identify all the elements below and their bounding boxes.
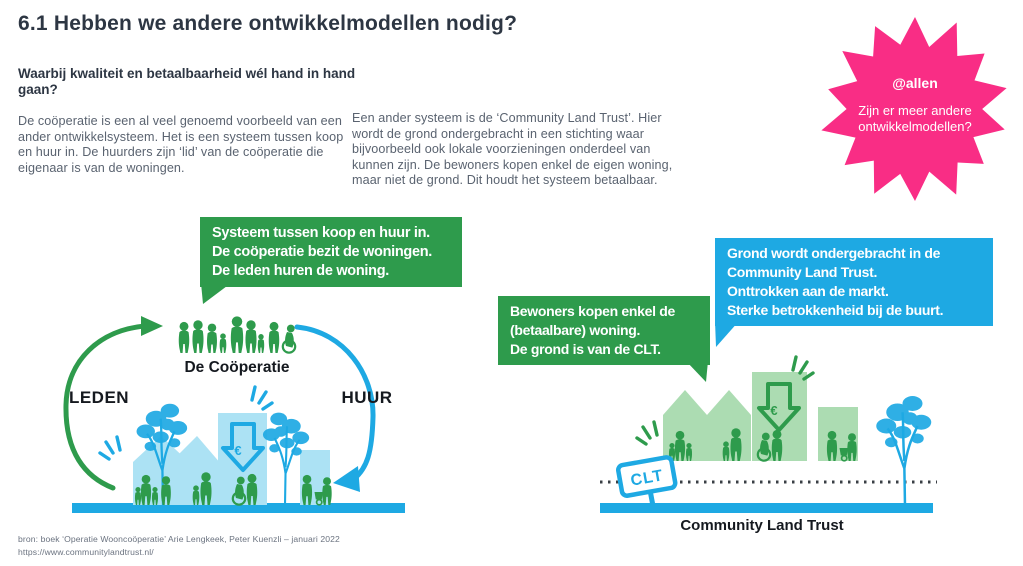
coop-speech-bubble	[200, 217, 462, 287]
sparkle-icon	[252, 387, 272, 409]
subtitle: Waarbij kwaliteit en betaalbaarheid wél hand in hand gaan?	[18, 66, 356, 97]
bubble-line: Community Land Trust.	[727, 264, 878, 280]
bubble-line: De grond is van de CLT.	[510, 341, 661, 357]
clt-green-bubble-tail	[686, 361, 710, 383]
intro-cooperative-paragraph: De coöperatie is een al veel genoemd voorbeeld van een ander ontwikkelsysteem. Het is een systeem tussen koop en huur in. De huurders zijn ‘lid’ van de coöperatie die eigenaar is van de woningen.	[18, 114, 344, 175]
bubble-line: (betaalbare) woning.	[510, 322, 641, 338]
members-label: LEDEN	[68, 388, 130, 407]
sparkle-icon	[100, 437, 120, 459]
sticker-question-line1: Zijn er meer andere	[858, 103, 972, 118]
source-url: https://www.communitylandtrust.nl/	[18, 547, 154, 557]
clt-green-speech-bubble	[498, 296, 710, 365]
sparkle-icon	[637, 422, 657, 444]
clt-sign-label: CLT	[629, 467, 665, 490]
clt-title: Community Land Trust	[680, 517, 844, 534]
intro-clt-paragraph: Een ander systeem is de ‘Community Land Trust’. Hier wordt de grond ondergebracht in een stichting waar bijvoorbeeld ook lokale voorzieningen onderdeel van kunnen zijn. De bewoners kopen enkel de eigen woning, maar niet de grond. Dit houdt het systeem betaalbaar.	[352, 111, 673, 188]
sticker-question-line2: ontwikkelmodellen?	[858, 119, 972, 134]
sticker-handle: @allen	[892, 75, 938, 91]
bubble-line: Sterke betrokkenheid bij de buurt.	[727, 302, 944, 318]
bubble-line: Grond wordt ondergebracht in de	[727, 245, 941, 261]
bubble-line: Onttrokken aan de markt.	[727, 283, 889, 299]
cooperative-diagram	[45, 290, 405, 530]
source-note	[18, 533, 340, 559]
cooperative-members-group	[179, 316, 295, 353]
clt-blue-speech-bubble	[715, 238, 993, 326]
clt-ground-bar	[600, 503, 933, 513]
clt-sign	[617, 457, 676, 506]
svg-text:€: €	[770, 403, 778, 418]
svg-text:€: €	[234, 443, 242, 458]
rent-label: HUUR	[341, 388, 393, 407]
bubble-line: De leden huren de woning.	[212, 263, 389, 279]
starburst-sticker	[812, 14, 1018, 204]
bubble-line: Bewoners kopen enkel de	[510, 303, 676, 319]
cooperative-title: De Coöperatie	[184, 359, 290, 376]
source-line: bron: boek ‘Operatie Wooncoöperatie’ Arie Lengkeek, Peter Kuenzli – januari 2022	[18, 534, 340, 544]
coop-bubble-tail	[201, 283, 235, 305]
clt-diagram	[595, 340, 945, 540]
bubble-line: De coöperatie bezit de woningen.	[212, 244, 433, 260]
tree-icon	[876, 396, 931, 506]
bubble-line: Systeem tussen koop en huur in.	[212, 225, 430, 241]
page-title: 6.1 Hebben we andere ontwikkelmodellen nodig?	[18, 12, 518, 35]
clt-blue-bubble-tail	[715, 321, 741, 349]
